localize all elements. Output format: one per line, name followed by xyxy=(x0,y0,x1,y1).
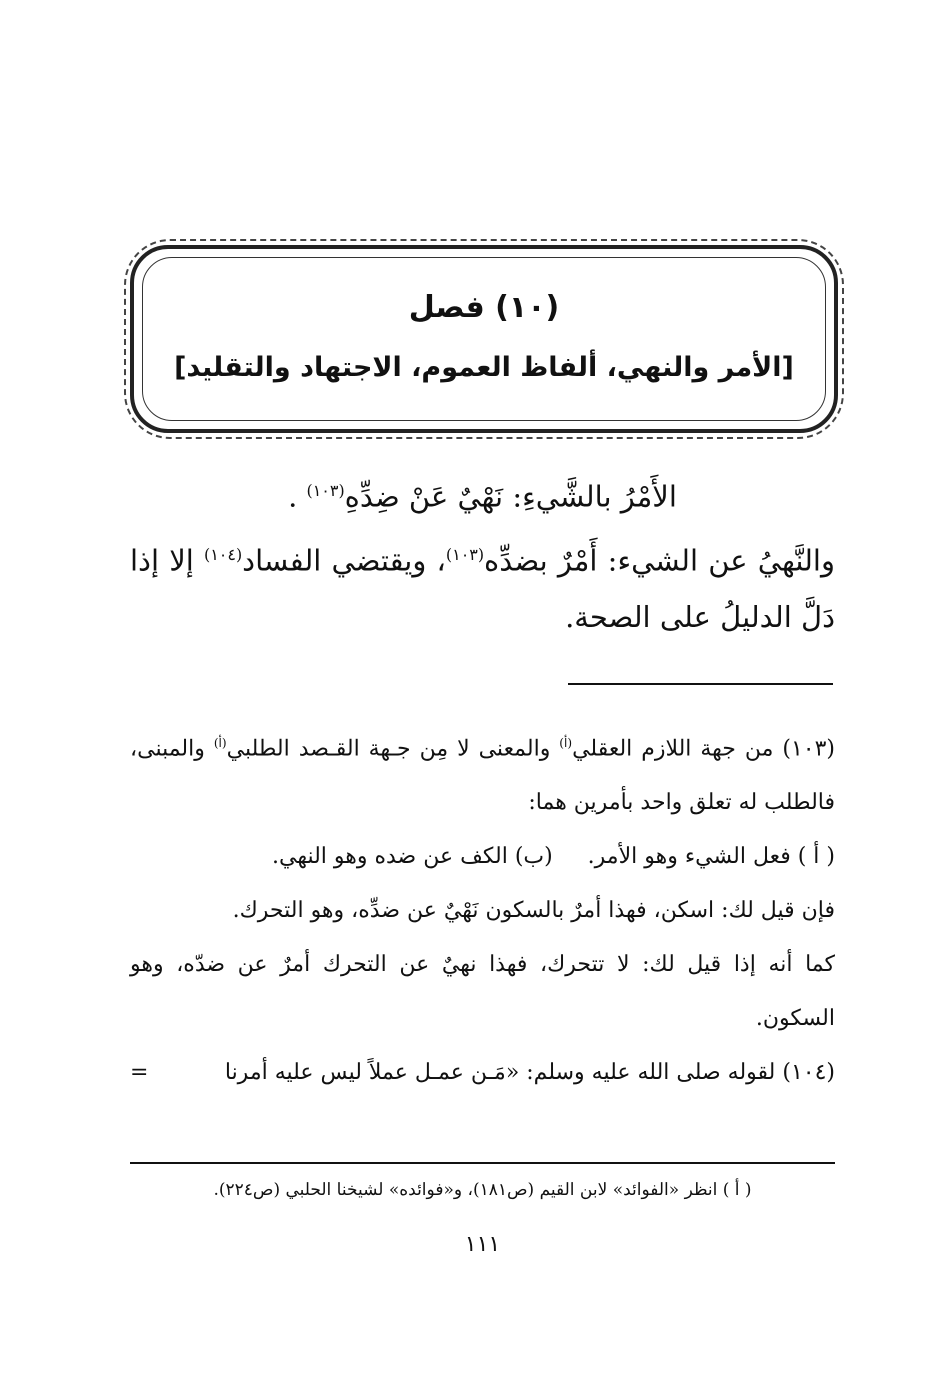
sub-note: ( أ ) انظر «الفوائد» لابن القيم (ص١٨١)، و«فوائده» لشيخنا الحلبي (ص٢٢٤). xyxy=(213,1180,752,1200)
page-number: ١١١ xyxy=(464,1232,501,1257)
footnote-103-text-a: (١٠٣) من جهة اللازم العقلي xyxy=(572,736,835,762)
sub-note-mark[interactable]: (أ) xyxy=(559,736,573,750)
footnote-ref-104[interactable]: (١٠٤) xyxy=(204,544,243,564)
footnote-divider xyxy=(568,683,833,685)
rule-2-part2: ، ويقتضي الفساد xyxy=(242,543,446,578)
footnote-104-text: (١٠٤) لقوله صلى الله عليه وسلم: «مَـن عمـل عملاً ليس عليه أمرنا xyxy=(224,1060,835,1086)
footnote-104 xyxy=(130,1046,835,1100)
footnote-ref-103[interactable]: (١٠٣) xyxy=(306,481,345,500)
rule-1-text: الأَمْرُ بالشَّيءِ: نَهْيٌ عَنْ ضِدِّهِ xyxy=(344,479,677,514)
rule-line-1 xyxy=(130,462,835,526)
main-text xyxy=(130,462,835,646)
rule-paragraph-2 xyxy=(130,526,835,647)
section-title-frame xyxy=(130,245,838,433)
sub-note-divider xyxy=(130,1162,835,1164)
footnotes xyxy=(130,716,835,1100)
footnote-103-paragraph-3: كما أنه إذا قيل لك: لا تتحرك، فهذا نهيٌ عن التحرك أمرٌ عن ضدّه، وهو السكون. xyxy=(130,952,835,1032)
footnote-ref-103[interactable]: (١٠٣) xyxy=(445,544,485,564)
footnote-103-items: ( أ ) فعل الشيء وهو الأمر. (ب) الكف عن ضده وهو النهي. xyxy=(271,844,835,870)
footnote-103-paragraph-2: فإن قيل لك: اسكن، فهذا أمرٌ بالسكون نَهْيٌ عن ضدِّه، وهو التحرك. xyxy=(232,898,835,924)
footnote-103-text-b: والمعنى لا مِن جـهة القـصد الطلبي xyxy=(226,736,560,762)
footnote-103-text-c: والمبنى، فالطلب له تعلق واحد بأمرين هما: xyxy=(130,736,835,816)
footnote-103 xyxy=(130,716,835,830)
section-subtitle: [الأمر والنهي، ألفاظ العموم، الاجتهاد والتقليد] xyxy=(174,352,794,383)
rule-1-end: . xyxy=(288,479,307,514)
footnote-104-continuation: = xyxy=(130,1060,149,1086)
section-number: (١٠) فصل xyxy=(408,290,560,325)
sub-note-mark[interactable]: (أ) xyxy=(213,736,227,750)
rule-2-part1: والنَّهيُ عن الشيء: أَمْرٌ بضدِّه xyxy=(484,543,835,578)
rule-2-part3: إلا إذا دَلَّ الدليلُ على الصحة. xyxy=(130,543,835,635)
